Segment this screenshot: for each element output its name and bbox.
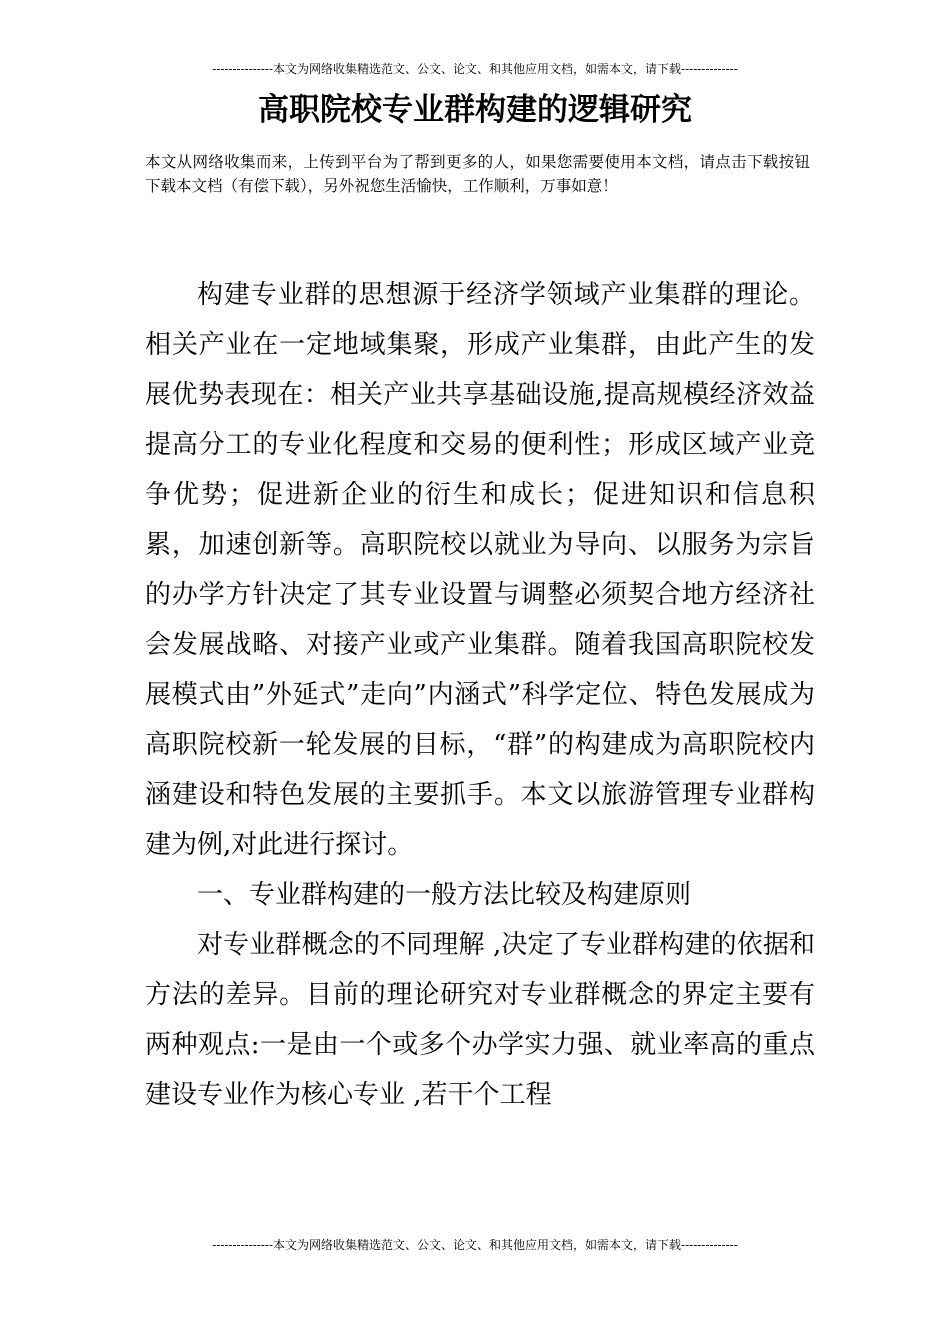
body-paragraph-intro: 构建专业群的思想源于经济学领域产业集群的理论。相关产业在一定地域集聚，形成产业集群，由此产生的发展优势表现在：相关产业共享基础设施,提高规模经济效益提高分工的专业化程度和交易的便利性；形成区域产业竞争优势；促进新企业的衍生和成长；促进知识和信息积累，加速创新等。高职院校以就业为导向、以服务为宗旨的办学方针决定了其专业设置与调整必须契合地方经济社会发展战略、对接产业或产业集群。随着我国高职院校发展模式由”外延式”走向”内涵式”科学定位、特色发展成为高职院校新一轮发展的目标，“群”的构建成为高职院校内涵建设和特色发展的主要抓手。本文以旅游管理专业群构建为例,对此进行探讨。 [145, 280, 815, 860]
page-footer-notice: ---------------本文为网络收集精选范文、公文、论文、和其他应用文档，如需本文，请下载-------------- [212, 1238, 738, 1252]
page-header-notice: ---------------本文为网络收集精选范文、公文、论文、和其他应用文档，如需本文，请下载-------------- [212, 62, 738, 76]
section-heading-1: 一、专业群构建的一般方法比较及构建原则 [197, 880, 692, 910]
document-title: 高职院校专业群构建的逻辑研究 [258, 92, 692, 128]
download-disclaimer: 本文从网络收集而来，上传到平台为了帮到更多的人，如果您需要使用本文档，请点击下载按钮下载本文档（有偿下载），另外祝您生活愉快，工作顺利，万事如意！ [145, 153, 810, 195]
document-body [145, 270, 815, 1120]
body-paragraph-section-1: 对专业群概念的不同理解 ,决定了专业群构建的依据和方法的差异。目前的理论研究对专业群概念的界定主要有两种观点:一是由一个或多个办学实力强、就业率高的重点建设专业作为核心专业 ,若干个工程 [145, 930, 815, 1110]
